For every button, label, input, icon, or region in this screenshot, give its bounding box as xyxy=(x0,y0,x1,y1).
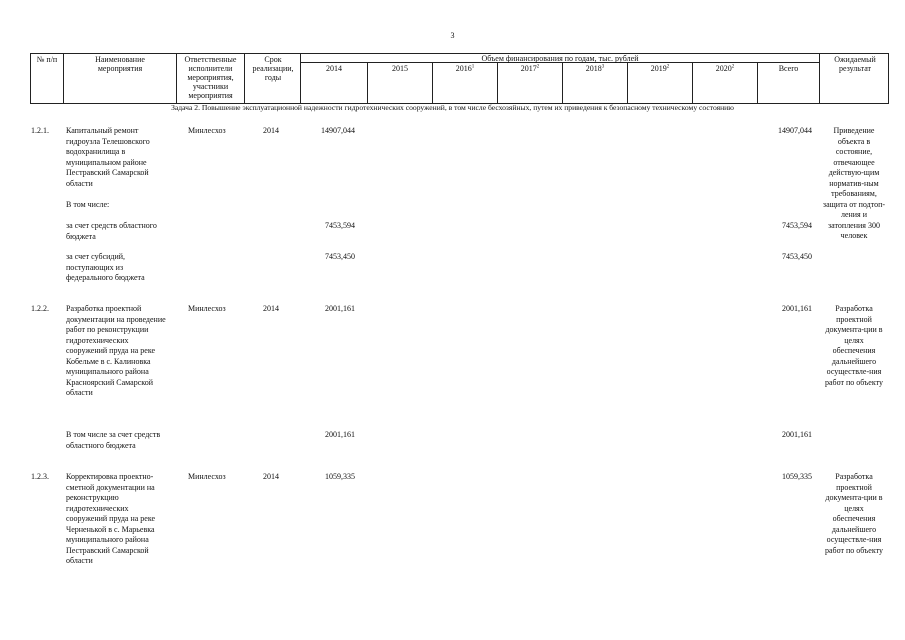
row-sub-value-total: 7453,594 xyxy=(782,221,812,230)
row-name: Корректировка проектно-сметной документации на реконструкцию гидротехнических сооружений пруда на реке Черненькой в с. Марьевка муниципального района Пестравский Самарской области xyxy=(66,472,156,565)
row-sub-name: В том числе за счет средств областного бюджета xyxy=(66,430,161,450)
row-sub-name: за счет средств областного бюджета xyxy=(66,221,157,241)
row-sub-value-2014: 7453,594 xyxy=(325,221,355,230)
header-year-2014: 2014 xyxy=(326,64,342,73)
header-year-2015: 2015 xyxy=(392,64,408,73)
row-including-label: В том числе: xyxy=(66,200,110,209)
row-responsible: Минлесхоз xyxy=(188,304,226,313)
header-financing: Объем финансирования по годам, тыс. рублей xyxy=(481,54,639,63)
row-result: Приведение объекта в состояние, отвечающее действую-щим норматив-ным требованиям, защита от подтоп-ления и затопления 300 человек xyxy=(822,126,886,240)
header-name: Наименование мероприятия xyxy=(95,55,145,73)
row-value-total: 14907,044 xyxy=(778,126,812,135)
row-responsible: Минлесхоз xyxy=(188,126,226,135)
header-year-2018: 2018$^3$ xyxy=(585,64,605,73)
header-responsible: Ответственные исполнители мероприятия, участники мероприятия xyxy=(184,55,237,100)
row-value-2014: 1059,335 xyxy=(325,472,355,481)
header-year-2020: 2020$^2$ xyxy=(715,64,735,73)
row-responsible: Минлесхоз xyxy=(188,472,226,481)
row-sub-value-total: 2001,161 xyxy=(782,430,812,439)
row-value-total: 2001,161 xyxy=(782,304,812,313)
row-num: 1.2.2. xyxy=(31,304,49,313)
header-vline xyxy=(63,53,64,103)
header-year-2017: 2017$^2$ xyxy=(520,64,540,73)
row-year: 2014 xyxy=(263,472,279,481)
row-sub-value-2014: 7453,450 xyxy=(325,252,355,261)
row-year: 2014 xyxy=(263,126,279,135)
row-num: 1.2.1. xyxy=(31,126,49,135)
row-sub-value-2014: 2001,161 xyxy=(325,430,355,439)
row-name: Разработка проектной документации на проведение работ по реконструкции гидротехнических сооружений пруда на реке Кобельме в с. Калиновка муниципального района Красноярский Самарской области xyxy=(66,304,166,397)
row-value-2014: 14907,044 xyxy=(321,126,355,135)
row-name: Капитальный ремонт гидроузла Телешовского водохранилища в муниципальном районе Пестравский Самарской области xyxy=(66,126,150,188)
row-num: 1.2.3. xyxy=(31,472,49,481)
row-value-total: 1059,335 xyxy=(782,472,812,481)
header-vline xyxy=(819,53,820,103)
row-sub-name: за счет субсидий, поступающих из федерального бюджета xyxy=(66,252,145,282)
page-number: 3 xyxy=(450,31,455,40)
row-result: Разработка проектной документа-ции в целях обеспечения дальнейшего осуществле-ния работ по объекту xyxy=(824,304,884,387)
row-sub-value-total: 7453,450 xyxy=(782,252,812,261)
header-num: № п/п xyxy=(36,55,58,64)
row-result: Разработка проектной документа-ции в целях обеспечения дальнейшего осуществле-ния работ по объекту xyxy=(824,472,884,555)
header-year-2016: 2016$^1$ xyxy=(455,64,475,73)
header-total: Всего xyxy=(778,64,799,73)
row-value-2014: 2001,161 xyxy=(325,304,355,313)
header-vline xyxy=(888,53,889,103)
header-year-2019: 2019$^2$ xyxy=(650,64,670,73)
header-result: Ожидаемый результат xyxy=(834,55,876,73)
header-vline xyxy=(244,53,245,103)
row-year: 2014 xyxy=(263,304,279,313)
header-term: Срок реализации, годы xyxy=(252,55,294,82)
task-title: Задача 2. Повышение эксплуатационной надежности гидротехнических сооружений, в том числе бесхозяйных, путем их приведения к безопасному техническому состоянию xyxy=(171,103,734,112)
